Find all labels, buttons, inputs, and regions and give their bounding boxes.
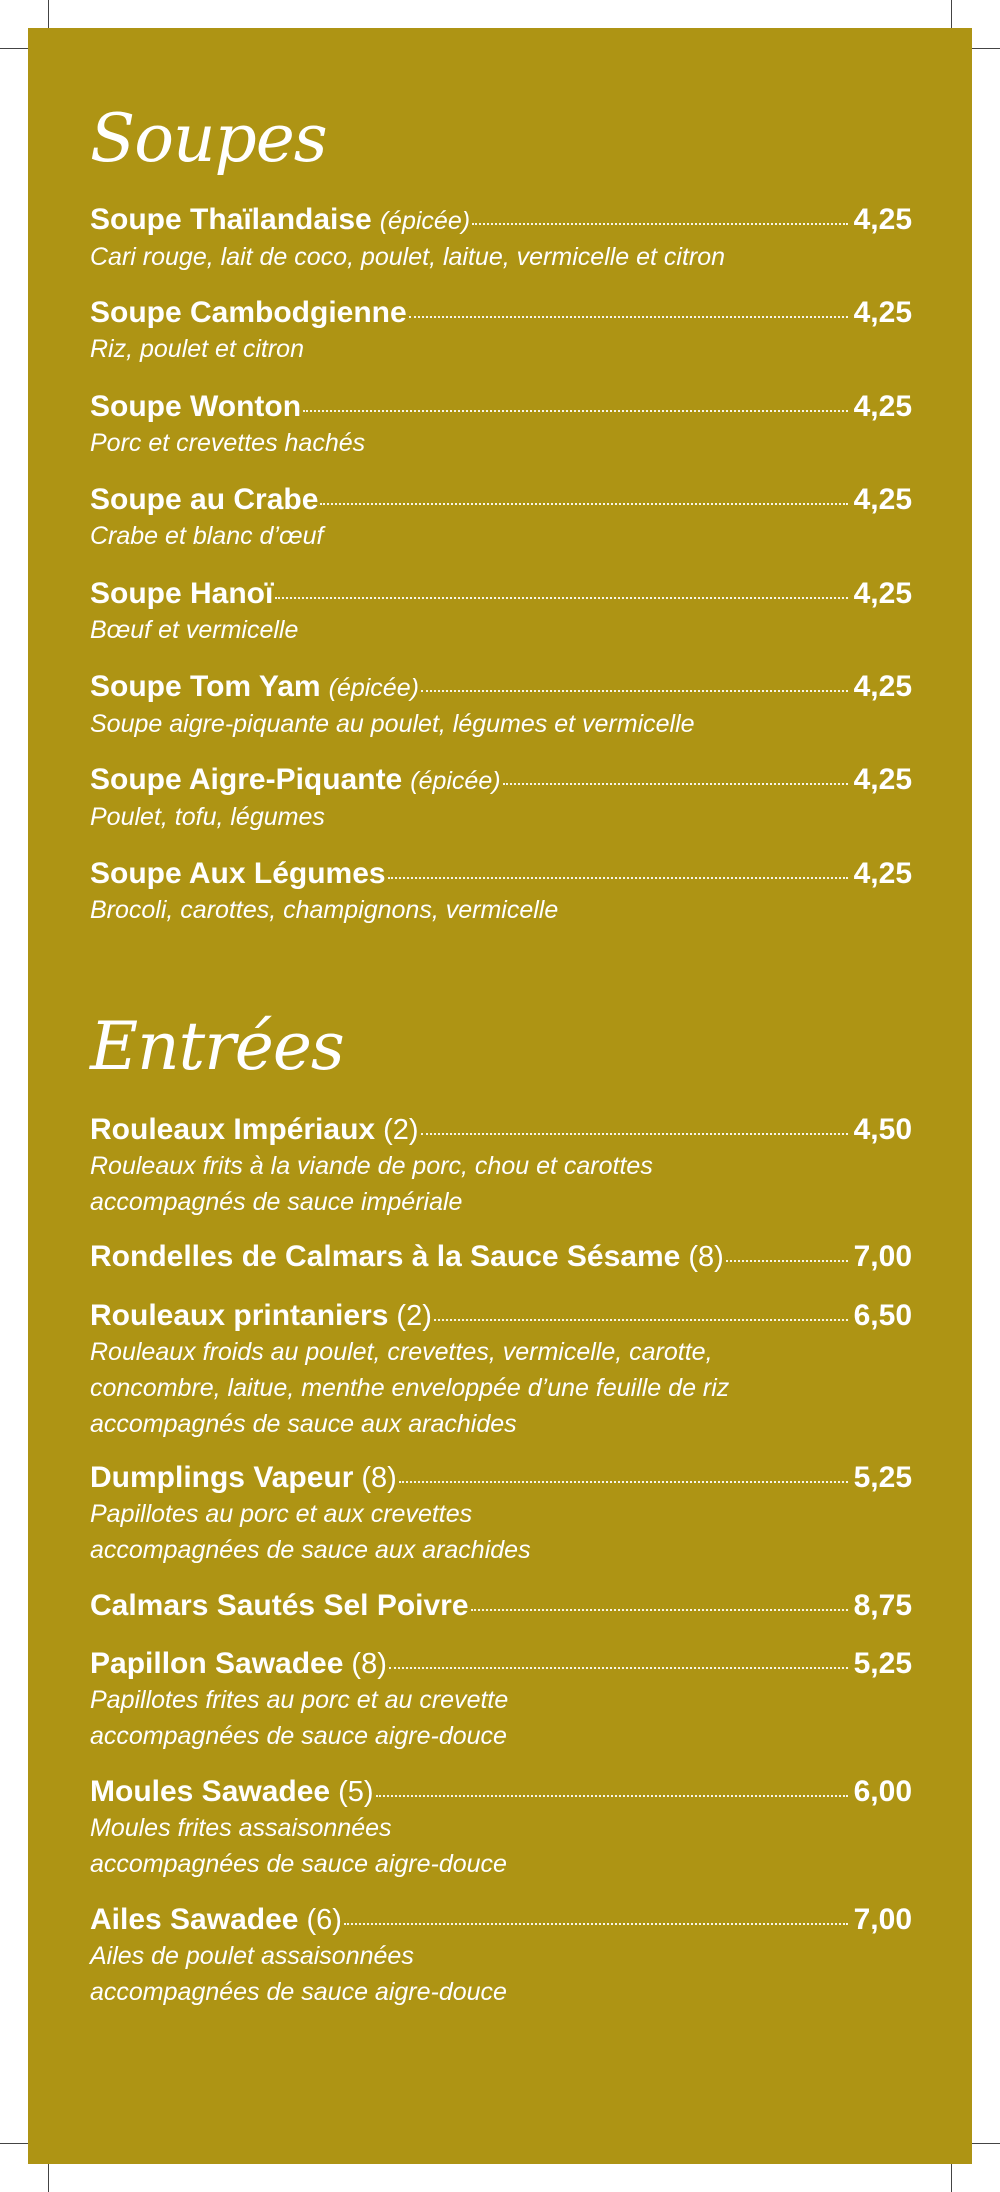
menu-item	[90, 856, 912, 928]
menu-item-description: Brocoli, carottes, champignons, vermicelle	[90, 896, 559, 924]
dot-leader	[320, 503, 847, 505]
dot-leader	[421, 1133, 848, 1135]
menu-panel	[28, 28, 972, 2164]
menu-item-qualifier: (2)	[396, 1300, 432, 1332]
menu-item	[90, 1646, 912, 1754]
menu-item-description: Soupe aigre-piquante au poulet, légumes et vermicelle	[90, 710, 695, 738]
menu-item-price: 4,25	[853, 390, 912, 423]
crop-mark	[48, 2162, 49, 2192]
menu-item-qualifier: (2)	[383, 1114, 419, 1146]
menu-item-name: Dumplings Vapeur	[90, 1461, 354, 1494]
menu-item-description: Moules frites assaisonnées	[90, 1814, 392, 1842]
dot-leader	[472, 223, 848, 225]
menu-item	[90, 202, 912, 275]
crop-mark	[0, 2143, 30, 2144]
menu-item-description: Bœuf et vermicelle	[90, 616, 299, 644]
menu-item-line	[90, 1774, 912, 1810]
menu-item-description: Rouleaux frits à la viande de porc, chou et carottes	[90, 1152, 653, 1180]
menu-item-qualifier: (épicée)	[379, 207, 471, 235]
crop-mark	[951, 2162, 952, 2192]
crop-mark	[48, 0, 49, 30]
menu-item	[90, 669, 912, 742]
menu-item-line	[90, 1239, 912, 1275]
menu-item	[90, 482, 912, 554]
menu-item-line	[90, 856, 912, 892]
menu-item-price: 4,25	[853, 203, 912, 236]
dot-leader	[344, 1923, 848, 1925]
dot-leader	[399, 1481, 848, 1483]
menu-item-name: Soupe Aux Légumes	[90, 857, 386, 890]
dot-leader	[275, 597, 847, 599]
menu-item-price: 7,00	[853, 1240, 912, 1273]
menu-item-price: 4,25	[853, 577, 912, 610]
menu-item	[90, 1298, 912, 1442]
menu-item-name: Ailes Sawadee	[90, 1903, 299, 1936]
dot-leader	[409, 316, 848, 318]
menu-item-price: 4,50	[853, 1113, 912, 1146]
menu-item-line	[90, 1646, 912, 1682]
menu-item	[90, 1774, 912, 1882]
menu-item-qualifier: (5)	[338, 1776, 374, 1808]
menu-item-description: Porc et crevettes hachés	[90, 429, 366, 457]
crop-mark	[0, 48, 30, 49]
menu-item-name: Rouleaux printaniers	[90, 1299, 389, 1332]
menu-item-qualifier: (8)	[361, 1462, 397, 1494]
dot-leader	[434, 1319, 848, 1321]
dot-leader	[376, 1795, 848, 1797]
menu-item-price: 8,75	[853, 1589, 912, 1622]
menu-item-line	[90, 202, 912, 239]
menu-item-line	[90, 295, 912, 331]
menu-item-name: Soupe Hanoï	[90, 577, 274, 610]
menu-item-line	[90, 1460, 912, 1496]
menu-item-qualifier: (8)	[688, 1241, 724, 1273]
crop-mark	[970, 2143, 1000, 2144]
menu-item-price: 4,25	[853, 296, 912, 329]
section-title-soupes: Soupes	[90, 100, 327, 177]
menu-item-description: Cari rouge, lait de coco, poulet, laitue, vermicelle et citron	[90, 243, 726, 271]
menu-item-description: accompagnés de sauce aux arachides	[90, 1410, 517, 1438]
menu-item	[90, 1460, 912, 1568]
menu-item-qualifier: (6)	[306, 1904, 342, 1936]
menu-item-price: 5,25	[853, 1647, 912, 1680]
menu-item-description: Papillotes au porc et aux crevettes	[90, 1500, 473, 1528]
menu-item-price: 6,00	[853, 1775, 912, 1808]
menu-item	[90, 389, 912, 461]
crop-mark	[970, 48, 1000, 49]
dot-leader	[303, 410, 848, 412]
menu-item-line	[90, 1112, 912, 1148]
menu-item-line	[90, 1298, 912, 1334]
menu-item-line	[90, 576, 912, 612]
menu-item-name: Soupe Wonton	[90, 390, 302, 423]
menu-item-qualifier: (8)	[351, 1648, 387, 1680]
menu-item-qualifier: (épicée)	[410, 767, 501, 795]
menu-item-description: accompagnées de sauce aigre-douce	[90, 1722, 507, 1750]
menu-item-name: Rondelles de Calmars à la Sauce Sésame	[90, 1240, 681, 1273]
menu-item-price: 5,25	[853, 1461, 912, 1494]
menu-item-name: Soupe Thaïlandaise	[90, 203, 372, 236]
menu-item	[90, 1112, 912, 1220]
menu-item-description: Papillotes frites au porc et au crevette	[90, 1686, 509, 1714]
menu-item-description: accompagnés de sauce impériale	[90, 1188, 463, 1216]
menu-item	[90, 295, 912, 367]
menu-item	[90, 1239, 912, 1275]
menu-item-name: Papillon Sawadee	[90, 1647, 344, 1680]
menu-item-line	[90, 669, 912, 706]
dot-leader	[389, 1667, 848, 1669]
menu-item-price: 7,00	[853, 1903, 912, 1936]
menu-item-price: 4,25	[853, 763, 912, 796]
menu-item-name: Rouleaux Impériaux	[90, 1113, 376, 1146]
menu-item-line	[90, 1588, 912, 1624]
dot-leader	[503, 783, 848, 785]
section-title-entrees: Entrées	[90, 1008, 344, 1085]
menu-item-description: Crabe et blanc d’œuf	[90, 522, 324, 550]
menu-item-description: accompagnées de sauce aux arachides	[90, 1536, 531, 1564]
menu-item-name: Soupe Cambodgienne	[90, 296, 407, 329]
menu-item-description: Riz, poulet et citron	[90, 335, 304, 363]
menu-item-price: 4,25	[853, 483, 912, 516]
menu-item-price: 4,25	[853, 857, 912, 890]
menu-item-line	[90, 389, 912, 425]
menu-item-line	[90, 762, 912, 799]
menu-item-description: accompagnées de sauce aigre-douce	[90, 1850, 507, 1878]
menu-item-description: Rouleaux froids au poulet, crevettes, vermicelle, carotte,	[90, 1338, 713, 1366]
menu-item-price: 4,25	[853, 670, 912, 703]
menu-item-name: Calmars Sautés Sel Poivre	[90, 1589, 469, 1622]
dot-leader	[388, 877, 848, 879]
menu-item	[90, 1902, 912, 2010]
dot-leader	[421, 690, 848, 692]
menu-item-qualifier: (épicée)	[328, 674, 419, 702]
menu-item-description: accompagnées de sauce aigre-douce	[90, 1978, 507, 2006]
menu-item-name: Soupe au Crabe	[90, 483, 319, 516]
menu-item-name: Soupe Aigre-Piquante	[90, 763, 403, 796]
dot-leader	[726, 1260, 848, 1262]
menu-item-line	[90, 482, 912, 518]
menu-item	[90, 1588, 912, 1624]
menu-item-name: Moules Sawadee	[90, 1775, 331, 1808]
menu-item-description: Poulet, tofu, légumes	[90, 803, 325, 831]
menu-item	[90, 576, 912, 648]
dot-leader	[471, 1609, 848, 1611]
menu-item-description: concombre, laitue, menthe enveloppée d’une feuille de riz	[90, 1374, 730, 1402]
menu-item-name: Soupe Tom Yam	[90, 670, 321, 703]
crop-mark	[951, 0, 952, 30]
menu-item-price: 6,50	[853, 1299, 912, 1332]
menu-item-line	[90, 1902, 912, 1938]
menu-item	[90, 762, 912, 835]
menu-item-description: Ailes de poulet assaisonnées	[90, 1942, 414, 1970]
